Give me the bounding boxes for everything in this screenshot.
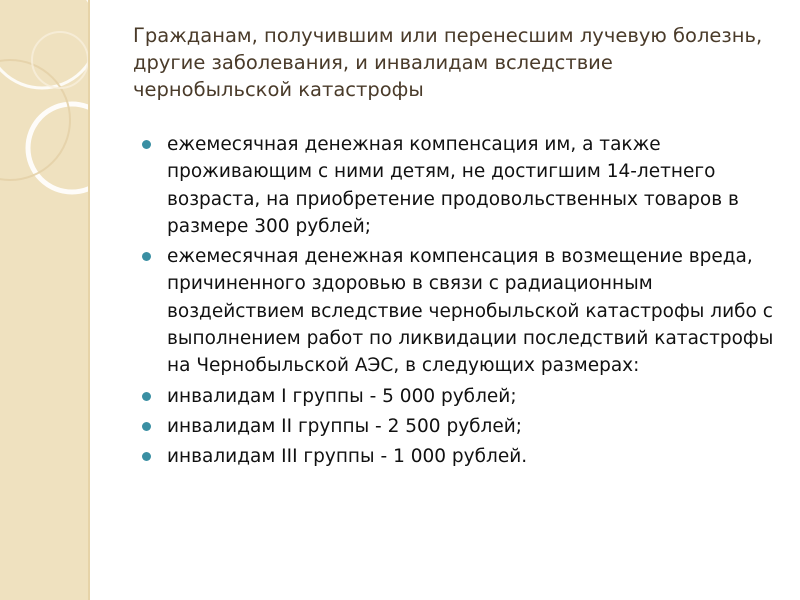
bullet-text: ежемесячная денежная компенсация им, а также проживающим с ними детям, не достигшим 14-летнего возраста, на приобретение продовольственных товаров в размере 300 рублей; <box>167 134 739 237</box>
bullet-text: инвалидам III группы - 1 000 рублей. <box>167 446 528 468</box>
bullet-dot-icon <box>142 452 151 461</box>
bullet-item <box>140 413 780 440</box>
bullet-text: инвалидам I группы - 5 000 рублей; <box>167 385 517 407</box>
bullet-item <box>140 383 780 410</box>
bullet-dot-icon <box>142 392 151 401</box>
bullet-item <box>140 443 780 470</box>
bullet-list <box>140 131 780 474</box>
bullet-item <box>140 243 780 379</box>
bullet-dot-icon <box>142 422 151 431</box>
decorative-side-panel <box>0 0 88 600</box>
bullet-text: ежемесячная денежная компенсация в возмещение вреда, причиненного здоровью в связи с радиационным воздействием вследствие чернобыльской катастрофы либо с выполнением работ по ликвидации последствий катастрофы на Чернобыльской АЭС, в следующих размерах: <box>167 246 774 377</box>
bullet-dot-icon <box>142 140 151 149</box>
slide-title: Гражданам, получившим или перенесшим лучевую болезнь, другие заболевания, и инвалидам вследствие чернобыльской катастрофы <box>133 24 763 101</box>
decorative-rings <box>0 0 88 600</box>
bullet-item <box>140 131 780 240</box>
bullet-dot-icon <box>142 252 151 261</box>
bullet-text: инвалидам II группы - 2 500 рублей; <box>167 415 523 437</box>
side-divider <box>88 0 90 600</box>
